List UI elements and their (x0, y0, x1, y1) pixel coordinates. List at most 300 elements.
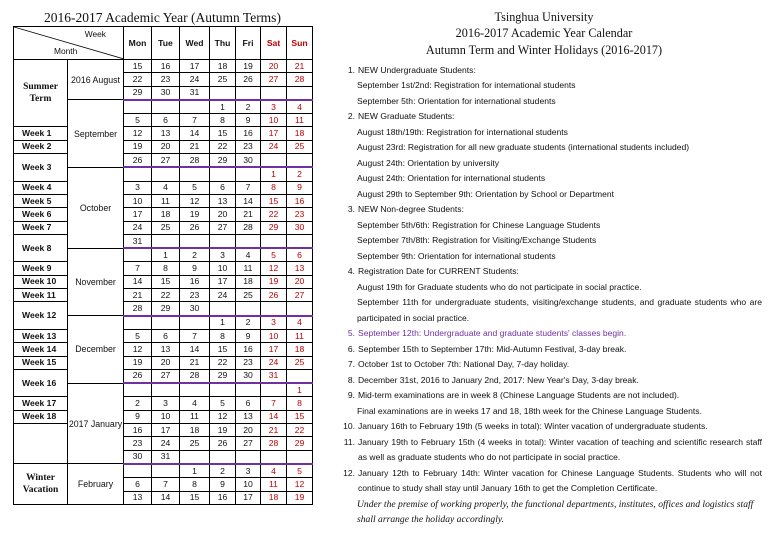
day-cell: 10 (261, 114, 287, 127)
day-cell: 24 (261, 140, 287, 153)
day-cell: 13 (152, 127, 180, 140)
day-cell: 7 (236, 181, 261, 194)
day-cell: 18 (236, 275, 261, 288)
day-cell: 3 (261, 100, 287, 114)
day-cell: 9 (236, 114, 261, 127)
calendar-row (14, 262, 313, 275)
note-item (336, 63, 762, 110)
week-label: Week 4 (14, 181, 68, 194)
day-cell: 9 (124, 410, 152, 423)
note-item (336, 373, 762, 389)
note-heading: January 19th to February 15th (4 weeks in total): Winter vacation of teaching and scientific research staff as well as graduate students who do not participate in social practice. (358, 436, 762, 463)
day-cell: 19 (261, 275, 287, 288)
empty-day-cell (152, 167, 180, 181)
week-label: Week 2 (14, 140, 68, 153)
day-cell: 5 (210, 397, 236, 410)
empty-day-cell (236, 383, 261, 397)
calendar-row (14, 140, 313, 153)
calendar-row (14, 410, 313, 423)
day-cell: 9 (236, 329, 261, 342)
note-heading: September 15th to September 17th: Mid-Autumn Festival, 3-day break. (358, 343, 627, 354)
month-label: 2016 August (68, 60, 124, 100)
note-heading-line (336, 419, 762, 435)
day-cell: 18 (287, 127, 313, 140)
week-label: Week 9 (14, 262, 68, 275)
empty-day-cell (152, 316, 180, 330)
day-cell: 9 (210, 478, 236, 491)
day-cell: 22 (210, 356, 236, 369)
day-cell: 3 (152, 397, 180, 410)
note-item (336, 435, 762, 466)
term-heading: Autumn Term and Winter Holidays (2016-2017) (425, 42, 663, 57)
day-header-sat: Sat (261, 27, 287, 60)
day-cell: 14 (152, 491, 180, 504)
day-cell: 18 (152, 208, 180, 221)
day-cell: 29 (210, 154, 236, 168)
day-cell: 7 (180, 114, 210, 127)
empty-day-cell (287, 450, 313, 464)
calendar-row (14, 343, 313, 356)
day-cell: 25 (287, 140, 313, 153)
day-cell: 28 (236, 221, 261, 234)
note-detail: Final examinations are in weeks 17 and 18, 18th week for the Chinese Language Students. (357, 405, 702, 416)
note-number: 9. (347, 390, 355, 401)
note-detail: September 9th: Orientation for international students (357, 250, 556, 261)
day-cell: 6 (287, 248, 313, 262)
info-panel (336, 9, 762, 528)
day-cell: 6 (152, 114, 180, 127)
day-cell: 30 (236, 154, 261, 168)
day-cell: 29 (210, 369, 236, 383)
day-cell: 29 (124, 86, 152, 100)
month-label: 2017 January (68, 383, 124, 464)
week-label: Week 13 (14, 329, 68, 342)
day-cell: 6 (124, 478, 152, 491)
day-cell: 8 (261, 181, 287, 194)
calendar-row (14, 127, 313, 140)
day-cell: 10 (124, 194, 152, 207)
note-detail: September 5th: Orientation for international students (357, 95, 556, 106)
note-heading: Registration Date for CURRENT Students: (358, 266, 519, 277)
period-label: Summer Term (14, 60, 68, 127)
day-cell: 8 (180, 478, 210, 491)
note-heading: September 12th: Undergraduate and graduate students' classes begin. (358, 328, 627, 339)
day-cell: 25 (287, 356, 313, 369)
note-heading-line (336, 373, 762, 389)
month-label: February (68, 464, 124, 504)
day-header-thu: Thu (210, 27, 236, 60)
day-cell: 23 (287, 208, 313, 221)
day-cell: 16 (124, 424, 152, 437)
note-heading-line (336, 264, 762, 280)
day-cell: 24 (261, 356, 287, 369)
empty-day-cell (210, 167, 236, 181)
day-header-tue: Tue (152, 27, 180, 60)
note-number: 1. (347, 64, 355, 75)
note-heading: Mid-term examinations are in week 8 (Chinese Language Students are not included). (358, 390, 680, 401)
day-cell: 26 (124, 154, 152, 168)
day-cell: 24 (124, 221, 152, 234)
note-item (336, 326, 762, 342)
empty-day-cell (236, 167, 261, 181)
day-cell: 30 (287, 221, 313, 234)
empty-day-cell (124, 100, 152, 114)
calendar-body (14, 60, 313, 505)
day-cell: 20 (261, 60, 287, 73)
day-cell: 23 (236, 356, 261, 369)
day-cell: 4 (152, 181, 180, 194)
note-detail: August 19th for Graduate students who do not participate in social practice. (357, 281, 642, 292)
empty-day-cell (180, 234, 210, 248)
day-cell: 20 (287, 275, 313, 288)
day-cell: 18 (261, 491, 287, 504)
day-cell: 5 (124, 329, 152, 342)
month-label: November (68, 248, 124, 315)
calendar-panel (13, 9, 312, 505)
day-cell: 10 (210, 262, 236, 275)
empty-day-cell (261, 86, 287, 100)
empty-day-cell (180, 383, 210, 397)
university-name: Tsinghua University (494, 10, 594, 24)
day-cell: 14 (261, 410, 287, 423)
day-cell: 12 (210, 410, 236, 423)
day-cell: 11 (180, 410, 210, 423)
day-cell: 25 (152, 221, 180, 234)
empty-day-cell (287, 234, 313, 248)
day-cell: 3 (124, 181, 152, 194)
day-cell: 29 (287, 437, 313, 450)
day-cell: 19 (287, 491, 313, 504)
empty-day-cell (261, 234, 287, 248)
week-label: Week 11 (14, 289, 68, 302)
empty-day-cell (287, 302, 313, 316)
header-month-label: Month (54, 46, 78, 56)
empty-day-cell (236, 234, 261, 248)
period-label: Winter Vacation (14, 464, 68, 504)
empty-day-cell (180, 100, 210, 114)
day-header-sun: Sun (287, 27, 313, 60)
day-cell: 28 (261, 437, 287, 450)
calendar-row (14, 60, 313, 73)
day-cell: 4 (287, 100, 313, 114)
calendar-row (14, 329, 313, 342)
week-label: Week 3 (14, 154, 68, 182)
day-cell: 10 (236, 478, 261, 491)
day-cell: 21 (236, 208, 261, 221)
day-cell: 20 (152, 140, 180, 153)
note-number: 10. (343, 421, 355, 432)
day-cell: 1 (180, 464, 210, 478)
note-number: 7. (347, 359, 355, 370)
note-heading-line (336, 326, 762, 342)
day-cell: 15 (152, 275, 180, 288)
note-number: 2. (347, 111, 355, 122)
day-cell: 19 (124, 356, 152, 369)
day-cell: 31 (180, 86, 210, 100)
day-cell: 17 (180, 60, 210, 73)
note-item (336, 388, 762, 419)
day-cell: 15 (261, 194, 287, 207)
day-cell: 30 (236, 369, 261, 383)
day-cell: 17 (124, 208, 152, 221)
note-item (336, 419, 762, 435)
note-heading-line (336, 202, 762, 218)
month-label: October (68, 167, 124, 248)
empty-day-cell (180, 167, 210, 181)
day-cell: 12 (124, 127, 152, 140)
day-cell: 28 (180, 154, 210, 168)
day-cell: 14 (180, 127, 210, 140)
day-cell: 1 (287, 383, 313, 397)
note-heading-line (336, 109, 762, 125)
day-cell: 13 (124, 491, 152, 504)
day-cell: 31 (261, 369, 287, 383)
day-cell: 28 (287, 73, 313, 86)
day-cell: 17 (236, 491, 261, 504)
month-label: December (68, 316, 124, 383)
week-label: Week 7 (14, 221, 68, 234)
calendar-row (14, 424, 313, 437)
day-cell: 13 (287, 262, 313, 275)
day-cell: 7 (124, 262, 152, 275)
header-row (14, 27, 313, 60)
day-cell: 8 (210, 114, 236, 127)
week-label: Week 15 (14, 356, 68, 369)
note-heading: NEW Graduate Students: (358, 111, 455, 122)
calendar-row (14, 181, 313, 194)
note-detail: August 18th/19th: Registration for international students (357, 126, 568, 137)
day-cell: 12 (261, 262, 287, 275)
day-cell: 15 (210, 343, 236, 356)
empty-day-cell (287, 369, 313, 383)
day-cell: 15 (180, 491, 210, 504)
day-cell: 4 (180, 397, 210, 410)
month-label: September (68, 100, 124, 167)
day-cell: 5 (261, 248, 287, 262)
day-cell: 5 (287, 464, 313, 478)
calendar-row (14, 369, 313, 383)
note-number: 8. (347, 374, 355, 385)
day-cell: 19 (236, 60, 261, 73)
day-cell: 16 (180, 275, 210, 288)
note-heading-line (336, 435, 762, 466)
note-number: 11. (343, 436, 355, 447)
note-item (336, 342, 762, 358)
empty-day-cell (261, 302, 287, 316)
day-cell: 16 (236, 343, 261, 356)
day-cell: 14 (236, 194, 261, 207)
day-cell: 27 (287, 289, 313, 302)
day-cell: 27 (152, 154, 180, 168)
empty-day-cell (261, 154, 287, 168)
note-item (336, 109, 762, 202)
note-number: 12. (343, 467, 355, 478)
day-cell: 17 (210, 275, 236, 288)
note-detail: August 29th to September 9th: Orientation by School or Department (357, 188, 615, 199)
empty-day-cell (180, 450, 210, 464)
day-cell: 25 (210, 73, 236, 86)
week-label: Week 12 (14, 302, 68, 330)
empty-day-cell (210, 234, 236, 248)
note-number: 3. (347, 204, 355, 215)
day-cell: 26 (261, 289, 287, 302)
empty-day-cell (180, 316, 210, 330)
day-cell: 5 (180, 181, 210, 194)
day-cell: 22 (261, 208, 287, 221)
note-detail: September 11th for undergraduate students, visiting/exchange students, and graduate students who are participated in social practice. (357, 297, 762, 323)
day-cell: 14 (124, 275, 152, 288)
empty-day-cell (124, 383, 152, 397)
note-heading-line (336, 466, 762, 497)
day-cell: 15 (124, 60, 152, 73)
day-cell: 23 (152, 73, 180, 86)
calendar-row (14, 154, 313, 168)
week-label: Week 17 (14, 397, 68, 410)
day-cell: 26 (210, 437, 236, 450)
day-cell: 26 (236, 73, 261, 86)
note-heading-line (336, 342, 762, 358)
empty-day-cell (261, 383, 287, 397)
day-cell: 22 (124, 73, 152, 86)
day-cell: 11 (261, 478, 287, 491)
day-cell: 27 (210, 221, 236, 234)
day-cell: 3 (261, 316, 287, 330)
day-cell: 1 (210, 100, 236, 114)
note-heading: January 12th to February 14th: Winter vacation for Chinese Language Students. Students who will not continue to study shall stay until January 16th to get the Completion Certificate. (358, 467, 762, 494)
day-cell: 4 (261, 464, 287, 478)
day-cell: 2 (236, 316, 261, 330)
day-header-wed: Wed (180, 27, 210, 60)
week-label: Week 6 (14, 208, 68, 221)
day-cell: 28 (180, 369, 210, 383)
day-cell: 22 (210, 140, 236, 153)
empty-day-cell (261, 450, 287, 464)
day-cell: 10 (261, 329, 287, 342)
week-label: Week 8 (14, 234, 68, 262)
day-cell: 6 (236, 397, 261, 410)
day-cell: 19 (210, 424, 236, 437)
day-cell: 28 (124, 302, 152, 316)
empty-day-cell (124, 167, 152, 181)
calendar-row (14, 464, 313, 478)
calendar-heading: 2016-2017 Academic Year Calendar (455, 26, 633, 41)
day-cell: 22 (152, 289, 180, 302)
empty-day-cell (287, 154, 313, 168)
empty-day-cell (210, 86, 236, 100)
day-cell: 18 (180, 424, 210, 437)
calendar-row (14, 289, 313, 302)
day-cell: 29 (261, 221, 287, 234)
day-cell: 31 (124, 234, 152, 248)
note-heading: January 16th to February 19th (5 weeks in total): Winter vacation of undergraduate students. (358, 421, 708, 432)
calendar-row (14, 302, 313, 316)
note-item (336, 202, 762, 264)
empty-day-cell (236, 86, 261, 100)
day-cell: 17 (152, 424, 180, 437)
empty-day-cell (152, 100, 180, 114)
day-cell: 11 (152, 194, 180, 207)
day-cell: 27 (236, 437, 261, 450)
day-cell: 26 (180, 221, 210, 234)
day-cell: 2 (287, 167, 313, 181)
day-cell: 18 (210, 60, 236, 73)
day-cell: 8 (210, 329, 236, 342)
day-cell: 1 (152, 248, 180, 262)
day-cell: 11 (287, 329, 313, 342)
empty-day-cell (236, 450, 261, 464)
day-cell: 21 (180, 140, 210, 153)
empty-day-cell (124, 464, 152, 478)
day-cell: 7 (152, 478, 180, 491)
calendar-row (14, 221, 313, 234)
empty-day-cell (152, 383, 180, 397)
day-cell: 5 (124, 114, 152, 127)
calendar-row (14, 194, 313, 207)
day-header-mon: Mon (124, 27, 152, 60)
day-cell: 15 (287, 410, 313, 423)
week-label: Week 16 (14, 369, 68, 397)
empty-day-cell (152, 464, 180, 478)
calendar-row (14, 275, 313, 288)
day-cell: 7 (261, 397, 287, 410)
note-detail: September 5th/6th: Registration for Chinese Language Students (357, 219, 601, 230)
day-cell: 2 (180, 248, 210, 262)
calendar-table (13, 26, 313, 505)
day-cell: 21 (287, 60, 313, 73)
day-cell: 14 (180, 343, 210, 356)
note-heading-line (336, 388, 762, 404)
day-cell: 22 (287, 424, 313, 437)
day-cell: 27 (261, 73, 287, 86)
note-heading: NEW Undergraduate Students: (358, 64, 476, 75)
day-cell: 8 (152, 262, 180, 275)
note-detail: August 24th: Orientation by university (357, 157, 500, 168)
day-cell: 29 (152, 302, 180, 316)
day-cell: 21 (261, 424, 287, 437)
empty-day-cell (236, 302, 261, 316)
calendar-row (14, 234, 313, 248)
empty-day-cell (124, 316, 152, 330)
day-header-fri: Fri (236, 27, 261, 60)
note-heading: NEW Non-degree Students: (358, 204, 464, 215)
day-cell: 2 (236, 100, 261, 114)
calendar-row (14, 208, 313, 221)
day-cell: 30 (180, 302, 210, 316)
note-item (336, 466, 762, 497)
day-cell: 15 (210, 127, 236, 140)
empty-day-cell (210, 383, 236, 397)
day-cell: 23 (236, 140, 261, 153)
week-label: Week 1 (14, 127, 68, 140)
day-cell: 6 (152, 329, 180, 342)
day-cell: 9 (180, 262, 210, 275)
calendar-row (14, 356, 313, 369)
day-cell: 16 (210, 491, 236, 504)
day-cell: 3 (210, 248, 236, 262)
week-label: Week 5 (14, 194, 68, 207)
calendar-row (14, 397, 313, 410)
note-number: 5. (347, 328, 355, 339)
day-cell: 7 (180, 329, 210, 342)
note-item (336, 357, 762, 373)
day-cell: 16 (236, 127, 261, 140)
empty-day-cell (210, 450, 236, 464)
empty-day-cell (287, 86, 313, 100)
note-detail: August 23rd: Registration for all new graduate students (international students included) (357, 142, 690, 153)
day-cell: 20 (236, 424, 261, 437)
day-cell: 25 (180, 437, 210, 450)
day-cell: 17 (261, 127, 287, 140)
